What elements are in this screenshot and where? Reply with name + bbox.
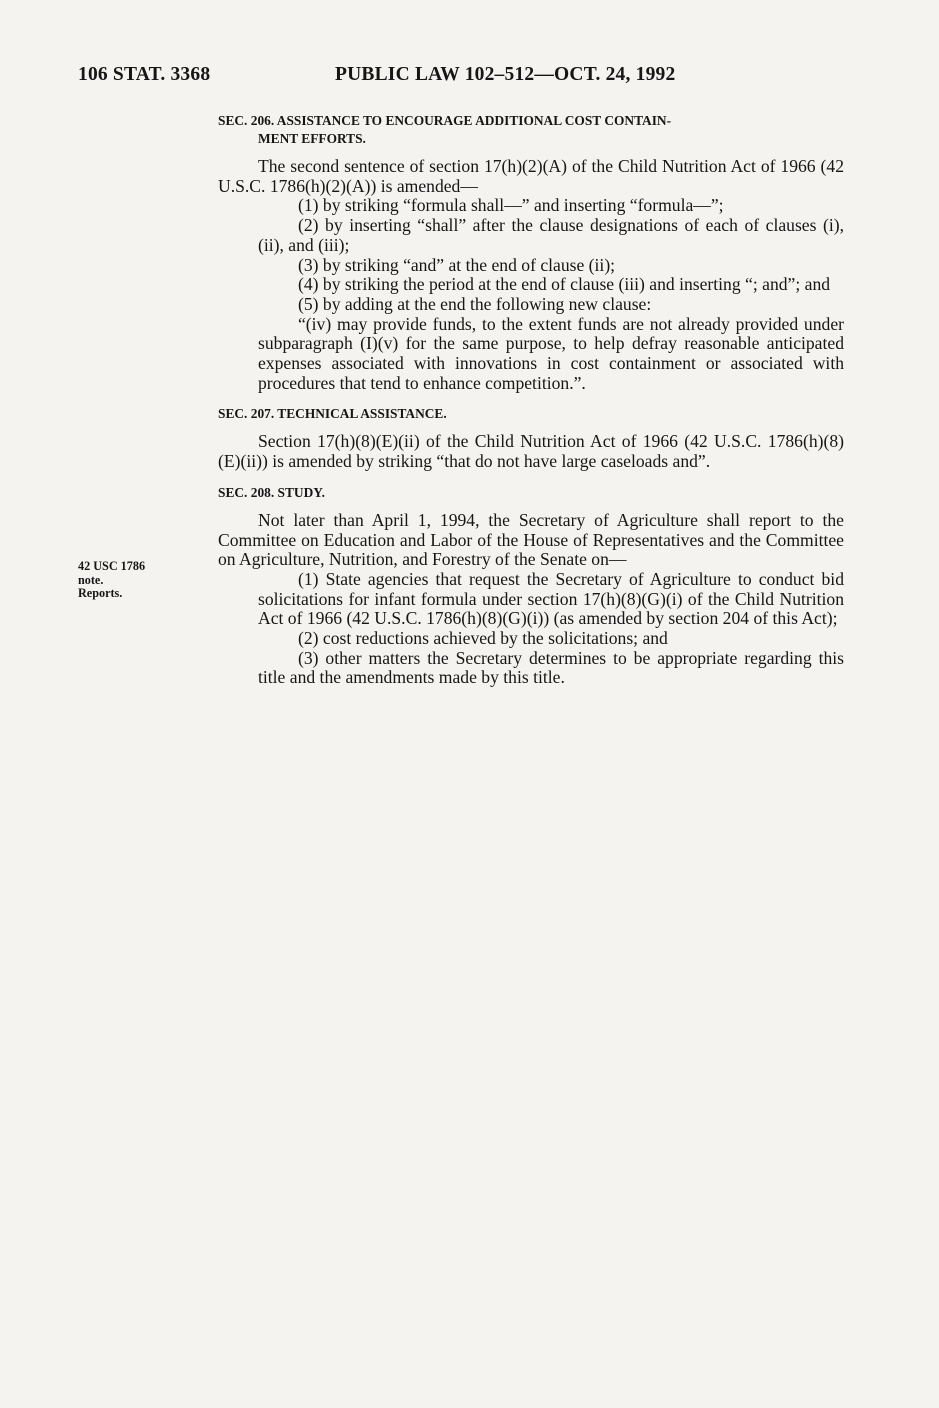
margin-note-citation: 42 USC 1786 xyxy=(78,559,146,573)
page-header xyxy=(78,64,728,92)
sec-206-intro: The second sentence of section 17(h)(2)(A) of the Child Nutrition Act of 1966 (42 U.S.C. 1786(h)(2)(A)) is amended— xyxy=(218,156,844,196)
margin-note-note: note. xyxy=(78,572,104,587)
sec-206-item-4: (4) by striking the period at the end of clause (iii) and inserting “; and”; and xyxy=(298,274,831,295)
sec-208-heading: SEC. 208. STUDY. xyxy=(218,484,326,500)
sec-208-item-2: (2) cost reductions achieved by the solicitations; and xyxy=(298,628,668,649)
sec-206-item-1: (1) by striking “formula shall—” and inserting “formula—”; xyxy=(298,195,724,216)
sec-206-new-clause: “(iv) may provide funds, to the extent funds are not already provided under subparagraph (I)(v) for the same purpose, to help defray reasonable anticipated expenses associated with innovations in cost containment or associated with procedures that tend to enhance competition.”. xyxy=(258,313,844,393)
sec-207-text: Section 17(h)(8)(E)(ii) of the Child Nutrition Act of 1966 (42 U.S.C. 1786(h)(8)(E)(ii)) is amended by striking “that do not have large caseloads and”. xyxy=(218,431,844,472)
sec-206-heading: SEC. 206. ASSISTANCE TO ENCOURAGE ADDITIONAL COST CONTAIN- MENT EFFORTS. xyxy=(218,113,672,146)
body-column xyxy=(218,112,844,688)
sec-208-item-1: (1) State agencies that request the Secretary of Agriculture to conduct bid solicitations for infant formula under section 17(h)(8)(G)(i) of the Child Nutrition Act of 1966 (42 U.S.C. 1786(h)(8)(G)(i)) (as amended by section 204 of this Act); xyxy=(258,568,844,629)
stat-page-number: 106 STAT. 3368 xyxy=(78,64,211,85)
sec-206-item-2: (2) by inserting “shall” after the clause designations of each of clauses (i), (ii), and (iii); xyxy=(258,215,844,255)
margin-note-reports: Reports. xyxy=(78,586,123,601)
sec-206-item-3: (3) by striking “and” at the end of clause (ii); xyxy=(298,254,616,275)
public-law-citation: PUBLIC LAW 102–512—OCT. 24, 1992 xyxy=(335,64,676,85)
sec-208-item-3: (3) other matters the Secretary determines to be appropriate regarding this title and the amendments made by this title. xyxy=(258,647,844,688)
sec-206-item-5: (5) by adding at the end the following new clause: xyxy=(298,293,652,314)
sec-208-intro: Not later than April 1, 1994, the Secretary of Agriculture shall report to the Committee on Education and Labor of the House of Representatives and the Committee on Agriculture, Nutrition, and Forestry of the Senate on— xyxy=(218,509,844,570)
margin-note xyxy=(78,560,188,601)
sec-207-heading: SEC. 207. TECHNICAL ASSISTANCE. xyxy=(218,406,447,422)
